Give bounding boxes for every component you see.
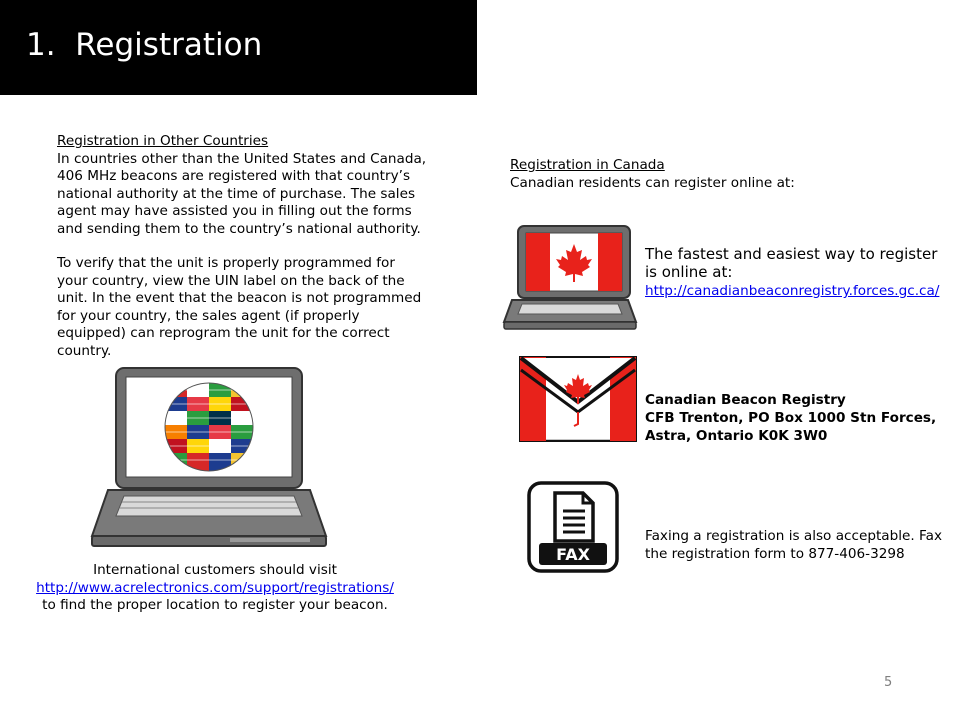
fax-label: FAX	[556, 545, 590, 564]
fax-registration-text: Faxing a registration is also acceptable. Fax the registration form to 877-406-3298	[645, 528, 942, 562]
address-line-3: Astra, Ontario K0K 3W0	[645, 428, 828, 444]
page-number: 5	[884, 675, 893, 690]
canada-intro: Canadian residents can register online at:	[510, 174, 795, 191]
other-countries-heading: Registration in Other Countries	[57, 133, 269, 149]
international-line-3: to find the proper location to register your beacon.	[42, 597, 388, 614]
header-bar	[0, 0, 477, 95]
online-registration-text: The fastest and easiest way to register is online at:	[645, 245, 938, 281]
canada-heading: Registration in Canada	[510, 157, 665, 173]
other-countries-section	[57, 133, 427, 239]
canada-section	[510, 157, 910, 192]
registry-address	[645, 391, 945, 445]
acr-registration-link[interactable]: http://www.acrelectronics.com/support/registrations/	[36, 579, 394, 596]
globe-flags-icon	[165, 383, 253, 471]
laptop-globe-illustration	[90, 366, 330, 550]
canadian-registry-link[interactable]: http://canadianbeaconregistry.forces.gc.ca/	[645, 283, 940, 299]
page-title: 1. Registration	[26, 27, 263, 63]
mail-envelope-illustration	[519, 356, 637, 442]
online-registration-block	[645, 245, 945, 300]
international-line-1: International customers should visit	[93, 562, 337, 578]
address-line-1: Canadian Beacon Registry	[645, 392, 846, 408]
international-section	[30, 562, 400, 615]
address-line-2: CFB Trenton, PO Box 1000 Stn Forces,	[645, 410, 937, 426]
fax-document-icon	[527, 481, 619, 573]
other-countries-paragraph-2: To verify that the unit is properly programmed for your country, view the UIN label on the back of the unit. In the event that the beacon is not programmed for your country, the sales agent (if properly equipped) can reprogram the unit for the correct country.	[57, 255, 422, 359]
laptop-canada-flag-illustration	[502, 224, 638, 332]
other-countries-paragraph-1: In countries other than the United States and Canada, 406 MHz beacons are registered with that country’s national authority at the time of purchase. The sales agent may have assisted you in filling out the forms and sending them to the country’s national authority.	[57, 150, 427, 237]
